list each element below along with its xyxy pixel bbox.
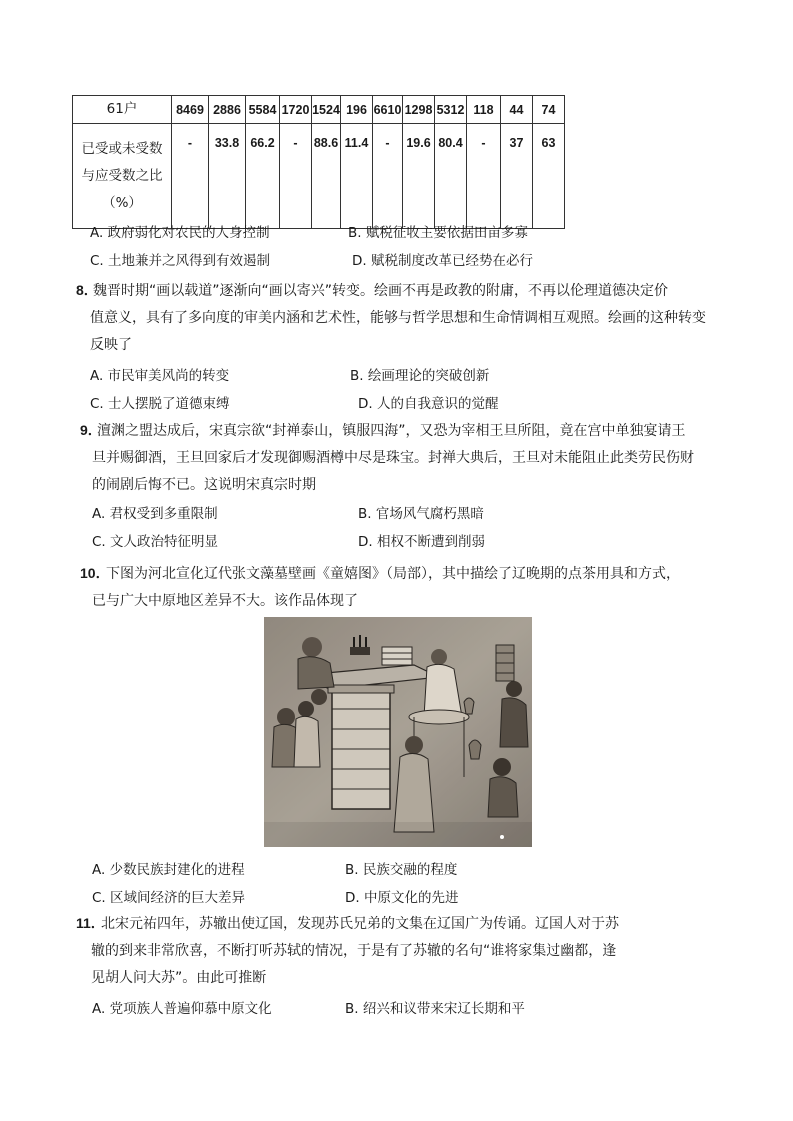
q8-option-d: D. 人的自我意识的觉醒: [358, 396, 499, 412]
table-cell: 118: [467, 96, 501, 124]
table-cell: -: [373, 124, 403, 229]
question-number: 10．: [80, 565, 110, 581]
table-cell: -: [467, 124, 501, 229]
row-header-line: 已受或未受数: [81, 141, 163, 157]
statistics-table: [72, 95, 565, 229]
table-cell: 8469: [172, 96, 209, 124]
table-cell: 196: [341, 96, 373, 124]
q9-option-c: C. 文人政治特征明显: [92, 534, 219, 550]
table-cell: 11.4: [341, 124, 373, 229]
q9-option-d: D. 相权不断遭到削弱: [358, 534, 485, 550]
question-text-line: 澶渊之盟达成后，宋真宗欲“封禅泰山，镇服四海”，又恐为宰相王旦所阻，竟在宫中单独宴请王: [97, 423, 686, 439]
row-header: [73, 124, 172, 229]
table-cell: -: [172, 124, 209, 229]
row-header-line: 与应受数之比: [81, 168, 163, 184]
table-cell: 88.6: [312, 124, 341, 229]
table-cell: 5584: [246, 96, 280, 124]
question-text-line: 已与广大中原地区差异不大。该作品体现了: [92, 593, 358, 609]
row-header-line: （%）: [102, 195, 142, 211]
question-text-line: 魏晋时期“画以载道”逐渐向“画以寄兴”转变。绘画不再是政教的附庸，不再以伦理道德决定价: [93, 283, 669, 299]
q8-option-a: A. 市民审美风尚的转变: [90, 368, 230, 384]
question-text-line: 北宋元祐四年，苏辙出使辽国，发现苏氏兄弟的文集在辽国广为传诵。辽国人对于苏: [101, 916, 619, 932]
q9-option-a: A. 君权受到多重限制: [92, 506, 218, 522]
table-row: [73, 124, 565, 229]
q10-option-d: D. 中原文化的先进: [345, 890, 459, 906]
question-text-line: 的闹剧后悔不已。这说明宋真宗时期: [92, 477, 316, 493]
question-text-line: 旦并赐御酒，王旦回家后才发现御赐酒樽中尽是珠宝。封禅大典后，王旦对未能阻止此类劳民伤财: [92, 450, 694, 466]
table-cell: 5312: [435, 96, 467, 124]
table-cell: 74: [533, 96, 565, 124]
q10-option-b: B. 民族交融的程度: [345, 862, 458, 878]
q11-option-a: A. 党项族人普遍仰慕中原文化: [92, 1001, 272, 1017]
table-cell: 1524: [312, 96, 341, 124]
table-cell: 66.2: [246, 124, 280, 229]
question-text-line: 反映了: [90, 337, 132, 353]
q8-option-b: B. 绘画理论的突破创新: [350, 368, 490, 384]
q7-option-c: C. 土地兼并之风得到有效遏制: [90, 253, 271, 269]
question-number: 9．: [80, 422, 102, 438]
question-text-line: 值意义，具有了多向度的审美内涵和艺术性，能够与哲学思想和生命情调相互观照。绘画的这种转变: [90, 310, 706, 326]
question-number: 8．: [76, 282, 98, 298]
table-cell: 63: [533, 124, 565, 229]
question-number: 11．: [76, 915, 105, 931]
table-cell: 1298: [403, 96, 435, 124]
table-row: [73, 96, 565, 124]
table-cell: 2886: [209, 96, 246, 124]
mural-painting-image: [264, 617, 532, 847]
q7-option-d: D. 赋税制度改革已经势在必行: [352, 253, 533, 269]
q11-option-b: B. 绍兴和议带来宋辽长期和平: [345, 1001, 525, 1017]
table-cell: 33.8: [209, 124, 246, 229]
table-cell: 6610: [373, 96, 403, 124]
table-cell: 80.4: [435, 124, 467, 229]
q9-option-b: B. 官场风气腐朽黑暗: [358, 506, 484, 522]
question-text-line: 下图为河北宣化辽代张文藻墓壁画《童嬉图》（局部），其中描绘了辽晚期的点茶用具和方式，: [106, 566, 680, 582]
q8-option-c: C. 士人摆脱了道德束缚: [90, 396, 230, 412]
q10-option-a: A. 少数民族封建化的进程: [92, 862, 245, 878]
q7-option-a: A. 政府弱化对农民的人身控制: [90, 225, 270, 241]
row-header: 61户: [73, 96, 172, 124]
q10-option-c: C. 区域间经济的巨大差异: [92, 890, 246, 906]
table-cell: 1720: [280, 96, 312, 124]
question-text-line: 见胡人问大苏”。由此可推断: [91, 970, 267, 986]
table-cell: 37: [501, 124, 533, 229]
table-cell: 19.6: [403, 124, 435, 229]
table-cell: -: [280, 124, 312, 229]
table-cell: 44: [501, 96, 533, 124]
question-text-line: 辙的到来非常欣喜，不断打听苏轼的情况，于是有了苏辙的名句“谁将家集过幽都，逢: [91, 943, 617, 959]
q7-option-b: B. 赋税征收主要依据田亩多寡: [348, 225, 528, 241]
